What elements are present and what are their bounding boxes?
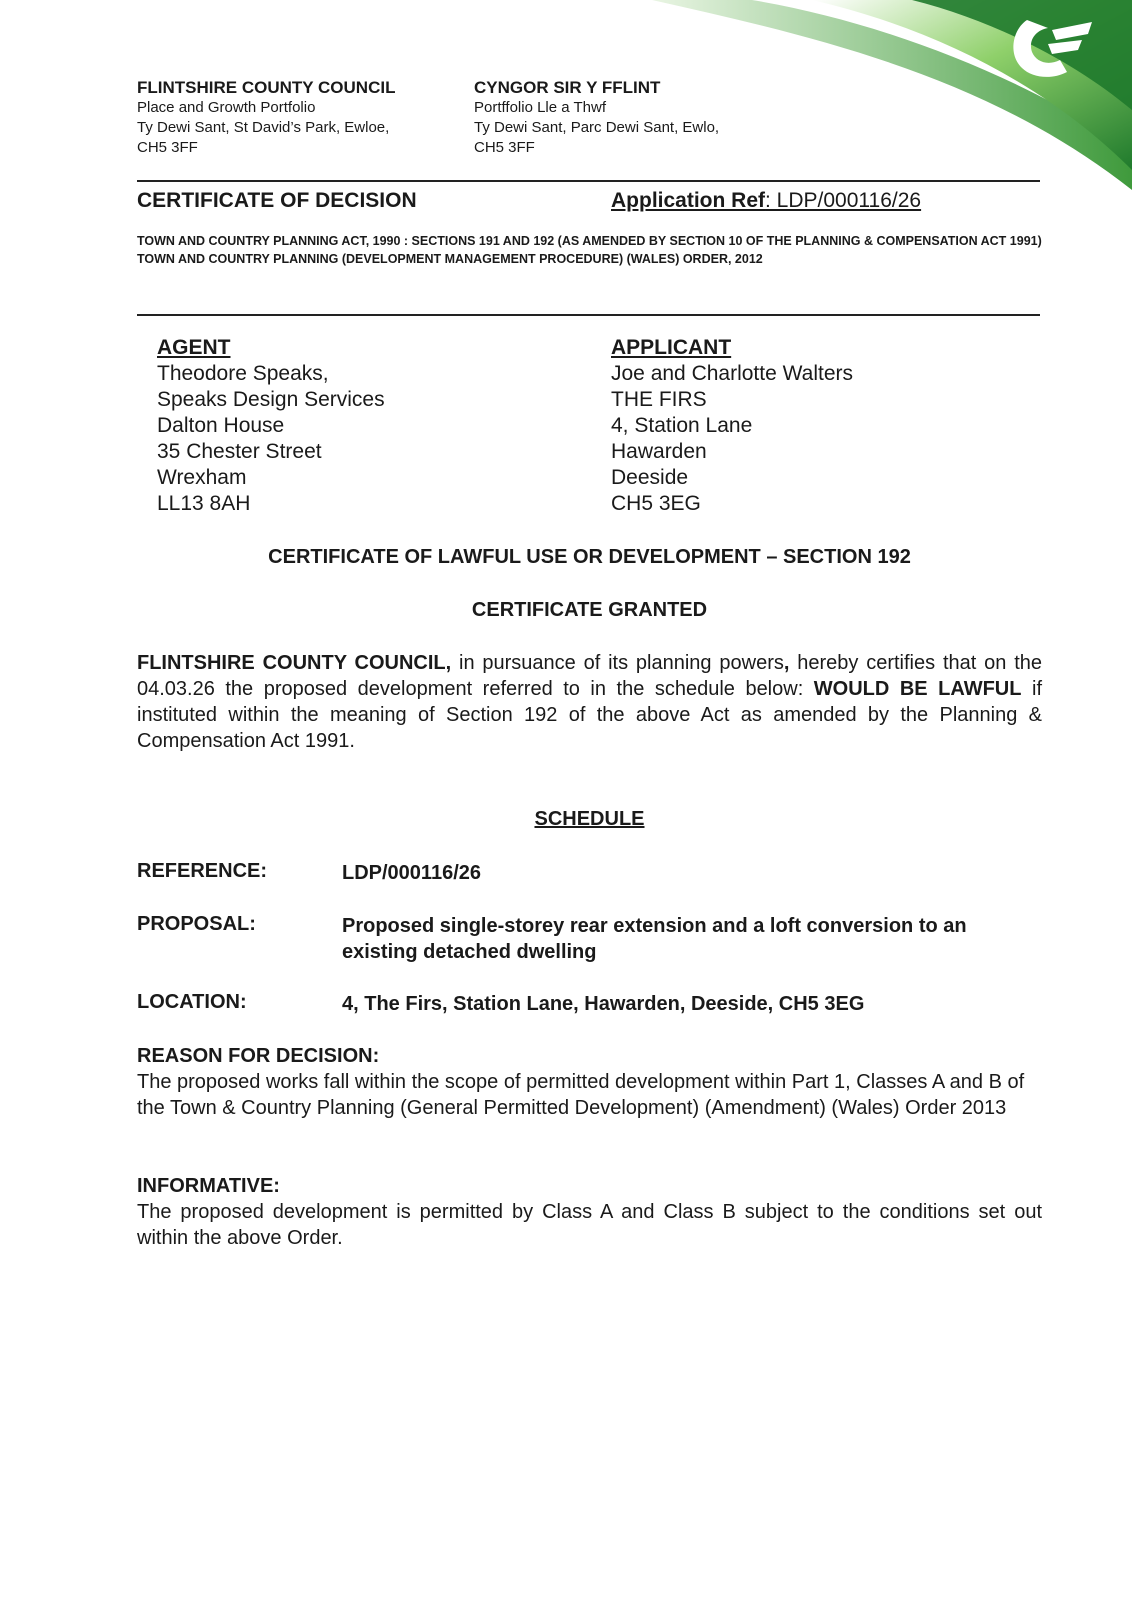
legislation-divider xyxy=(137,314,1040,316)
certification-paragraph xyxy=(137,650,1042,754)
agent-line: Dalton House xyxy=(157,414,285,437)
reason-heading: REASON FOR DECISION: xyxy=(137,1045,380,1067)
english-postcode: CH5 3FF xyxy=(137,139,198,156)
applicant-line: Joe and Charlotte Walters xyxy=(611,362,854,385)
agent-line: Theodore Speaks, xyxy=(157,362,329,385)
informative-heading: INFORMATIVE: xyxy=(137,1175,280,1197)
applicant-heading: APPLICANT xyxy=(611,336,732,359)
agent-block xyxy=(157,335,385,517)
applicant-line: Deeside xyxy=(611,466,689,489)
certification-text-2: hereby certifies that on the 04.03.26 the proposed development referred to in the schedule below: xyxy=(137,652,1042,700)
agent-line: 35 Chester Street xyxy=(157,440,322,463)
header-divider xyxy=(137,180,1040,182)
informative-text: The proposed development is permitted by Class A and Class B subject to the conditions set out within the above Order. xyxy=(137,1201,1042,1249)
reason-section xyxy=(137,1043,1042,1121)
application-ref xyxy=(611,189,921,213)
certification-text-3: if instituted within the meaning of Section 192 of the above Act as amended by the Planning & Compensation Act 1991. xyxy=(137,678,1042,752)
location-value: 4, The Firs, Station Lane, Hawarden, Deeside, CH5 3EG xyxy=(342,993,865,1015)
application-ref-label: Application Ref xyxy=(611,189,766,212)
would-be-lawful-bold: WOULD BE LAWFUL xyxy=(813,678,1022,700)
applicant-line: CH5 3EG xyxy=(611,492,701,515)
english-portfolio: Place and Growth Portfolio xyxy=(137,99,316,116)
agent-line: Wrexham xyxy=(157,466,247,489)
reference-label: REFERENCE: xyxy=(137,860,268,882)
welsh-street: Ty Dewi Sant, Parc Dewi Sant, Ewlo, xyxy=(474,119,720,136)
english-address-block xyxy=(137,78,395,158)
applicant-line: THE FIRS xyxy=(611,388,707,411)
application-ref-value: : LDP/000116/26 xyxy=(765,189,922,212)
applicant-line: Hawarden xyxy=(611,440,707,463)
proposal-value: Proposed single-storey rear extension and a loft conversion to an existing detached dwelling xyxy=(342,915,967,963)
certificate-title: CERTIFICATE OF DECISION xyxy=(137,189,417,212)
reference-value: LDP/000116/26 xyxy=(342,862,481,884)
english-street: Ty Dewi Sant, St David’s Park, Ewloe, xyxy=(137,119,390,136)
welsh-portfolio: Portffolio Lle a Thwf xyxy=(474,99,607,116)
schedule-heading: SCHEDULE xyxy=(534,808,645,830)
english-council-name: FLINTSHIRE COUNTY COUNCIL xyxy=(137,78,396,97)
legislation-act-1990: TOWN AND COUNTRY PLANNING ACT, 1990 : SECTIONS 191 AND 192 (AS AMENDED BY SECTION 10 OF THE PLANNING & COMPENSATION ACT 1991) xyxy=(137,234,1042,248)
informative-section xyxy=(137,1173,1042,1251)
legislation-block xyxy=(137,232,1042,268)
applicant-line: 4, Station Lane xyxy=(611,414,753,437)
reason-text: The proposed works fall within the scope of permitted development within Part 1, Classes A and B of the Town & Country Planning (General Permitted Development) (Amendment) (Wales) Order 2013 xyxy=(137,1071,1025,1119)
welsh-address-block xyxy=(474,78,719,158)
welsh-postcode: CH5 3FF xyxy=(474,139,535,156)
location-label: LOCATION: xyxy=(137,991,247,1013)
proposal-label: PROPOSAL: xyxy=(137,913,256,935)
certification-text-1: in pursuance of its planning powers xyxy=(451,652,784,674)
council-name-bold: FLINTSHIRE COUNTY COUNCIL, xyxy=(137,652,452,674)
agent-line: Speaks Design Services xyxy=(157,388,385,411)
agent-heading: AGENT xyxy=(157,336,231,359)
certificate-granted-heading: CERTIFICATE GRANTED xyxy=(471,599,708,621)
certificate-type-heading: CERTIFICATE OF LAWFUL USE OR DEVELOPMENT – SECTION 192 xyxy=(268,546,911,568)
applicant-block xyxy=(611,335,853,517)
agent-line: LL13 8AH xyxy=(157,492,251,515)
welsh-council-name: CYNGOR SIR Y FFLINT xyxy=(474,78,661,97)
certification-comma: , xyxy=(783,652,790,674)
legislation-order-2012: TOWN AND COUNTRY PLANNING (DEVELOPMENT MANAGEMENT PROCEDURE) (WALES) ORDER, 2012 xyxy=(137,252,763,266)
